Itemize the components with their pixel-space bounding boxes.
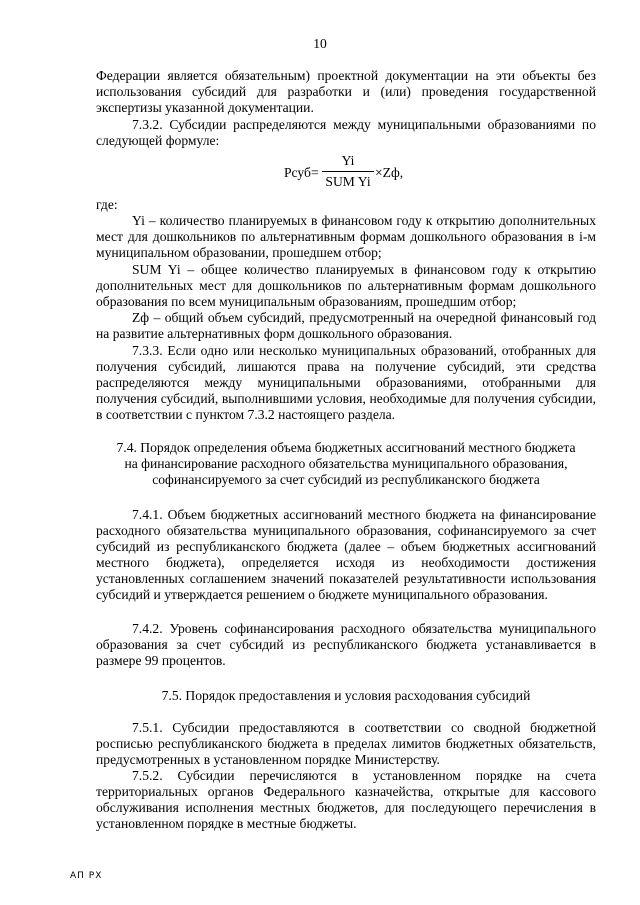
paragraph-7-4-2: 7.4.2. Уровень софинансирования расходного обязательства муниципального образования за счет субсидий из республиканского бюджета устанавливается в размере 99 процентов. [96,621,596,668]
formula-denominator: SUM Yi [325,174,371,189]
definition-sum-yi: SUM Yi – общее количество планируемых в финансовом году к открытию дополнительных мест для дошкольников по альтернативным формам дошкольного образования по всем муниципальным образованиям, прошедшим отбор; [96,262,596,309]
where-label: где: [96,197,118,212]
formula-lhs: Рсуб= [284,165,319,180]
formula-rhs: ×Zф, [375,165,404,180]
paragraph-7-3-2: 7.3.2. Субсидии распределяются между муниципальными образованиями по следующей формуле: [96,117,596,148]
section-heading-7-5: 7.5. Порядок предоставления и условия расходования субсидий [161,688,531,703]
heading-line: софинансируемого за счет субсидий из республиканского бюджета [152,472,540,487]
paragraph-7-4-1: 7.4.1. Объем бюджетных ассигнований местного бюджета на финансирование расходного обязательства муниципального образования, софинансируемого за счет субсидий из республиканского бюджета (далее – объем бюджетных ассигнований местного бюджета), определяется исходя из необходимости достижения установленных соглашением значений показателей результативности использования субсидий и утверждается решением о бюджете муниципального образования. [96,507,596,602]
footer-mark: АП РХ [70,871,103,881]
definition-z: Zф – общий объем субсидий, предусмотренный на очередной финансовый год на развитие альтернативных форм дошкольного образования. [96,310,596,341]
section-heading-7-4 [96,440,596,488]
paragraph-7-5-2: 7.5.2. Субсидии перечисляются в установленном порядке на счета территориальных органов Федерального казначейства, открытые для кассового обслуживания исполнения местных бюджетов, для последующего перечисления в установленном порядке в местные бюджеты. [96,768,596,831]
formula-fraction [322,153,374,190]
heading-line: 7.4. Порядок определения объема бюджетных ассигнований местного бюджета [116,440,576,455]
page-number: 10 [313,36,327,51]
intro-paragraph: Федерации является обязательным) проектной документации на эти объекты без использования субсидий для разработки и (или) проведения государственной экспертизы указанной документации. [96,68,596,115]
heading-line: на финансирование расходного обязательства муниципального образования, [124,456,568,471]
paragraph-7-5-1: 7.5.1. Субсидии предоставляются в соответствии со сводной бюджетной росписью республиканского бюджета в пределах лимитов бюджетных обязательств, предусмотренных в установленном порядке Министерству. [96,720,596,767]
formula [0,153,640,193]
fraction-bar [322,171,374,172]
definition-yi: Yi – количество планируемых в финансовом году к открытию дополнительных мест для дошкольников по альтернативным формам дошкольного образования в i-м муниципальном образовании, прошедшем отбор; [96,213,596,260]
paragraph-7-3-3: 7.3.3. Если одно или несколько муниципальных образований, отобранных для получения субсидий, лишаются права на получение субсидий, эти средства распределяются между муниципальными образованиями, отобранными для получения субсидий, выполнившими условия, необходимые для получения субсидии, в соответствии с пунктом 7.3.2 настоящего раздела. [96,343,596,422]
formula-numerator: Yi [341,153,355,168]
